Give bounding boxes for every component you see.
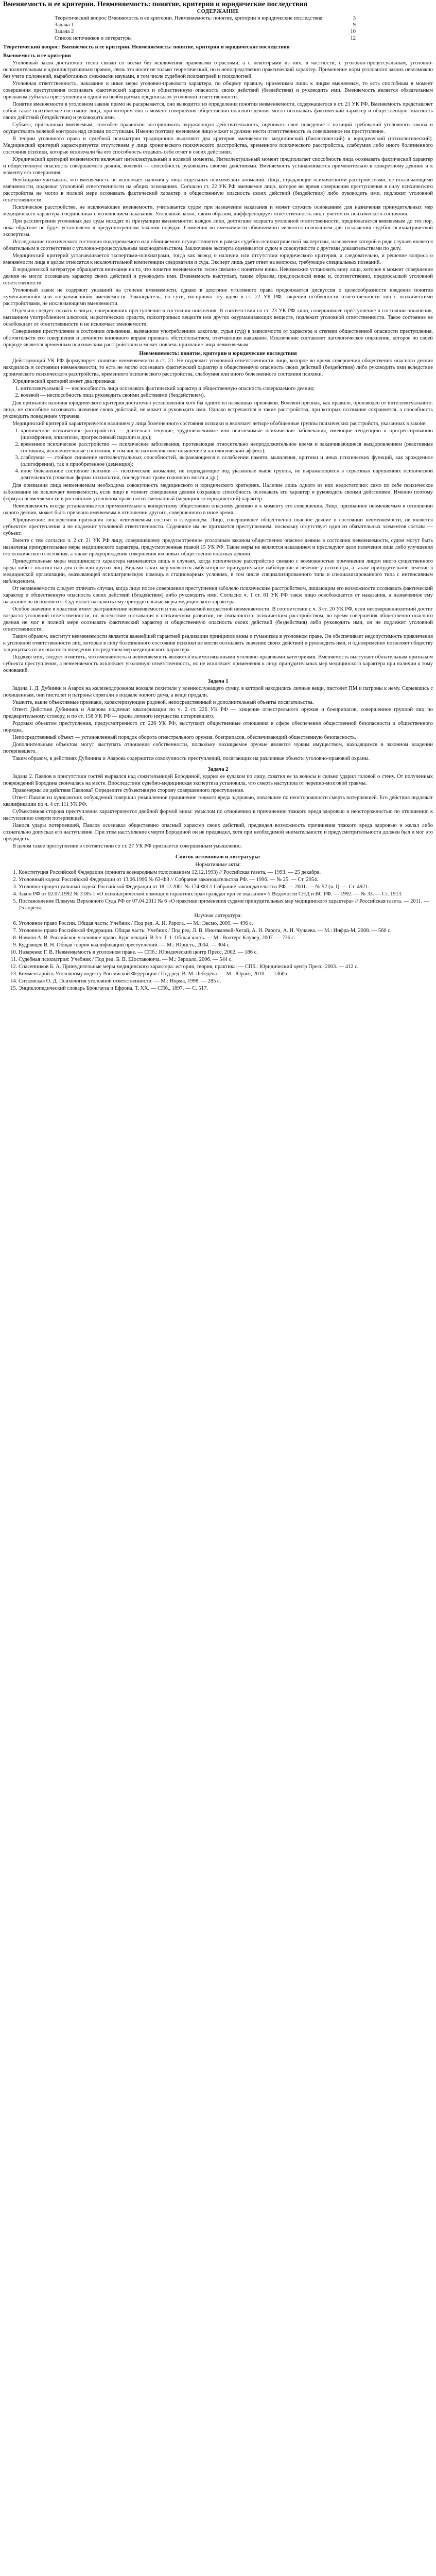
theory-section-2 <box>3 358 433 385</box>
paragraph: Таким образом, институт невменяемости является важнейшей гарантией реализации принципов вины и гуманизма в уголовном праве. Он обеспечивает недопустимость привлечения к уголовной ответственности лиц, которые в силу болезненного состояния психики не могли осознавать значение своих действий и руководить ими, и одновременно позволяет обществу защищаться от их опасного поведения посредством мер медицинского характера. <box>3 634 433 653</box>
paragraph: Необходимо учитывать, что вменяемость не исключает наличия у лица отдельных психических аномалий. Лица, страдающие психическими расстройствами, не исключающими вменяемости, подлежат уголовной ответственности на общих основаниях. Согласно ст. 22 УК РФ вменяемое лицо, которое во время совершения преступления в силу психического расстройства не могло в полной мере осознавать фактический характер и общественную опасность своих действий (бездействия) либо руководить ими, подлежит уголовной ответственности. <box>3 177 433 203</box>
paragraph: Особое значение в практике имеет разграничение невменяемости и так называемой возрастной невменяемости. В соответствии с ч. 3 ст. 20 УК РФ, если несовершеннолетний достиг возраста уголовной ответственности, но вследствие отставания в психическом развитии, не связанного с психическим расстройством, во время совершения общественно опасного деяния не мог в полной мере осознавать фактический характер и общественную опасность своих действий (бездействия) либо руководить ими, он не подлежит уголовной ответственности. <box>3 606 433 632</box>
list-item: 1. Конституция Российской Федерации (принята всенародным голосованием 12.12.1993) // Российская газета. — 1993. — 25 декабря. <box>19 869 433 876</box>
paragraph: Подводя итог, следует отметить, что вменяемость и невменяемость являются взаимосвязанными уголовно-правовыми категориями. Вменяемость выступает обязательным признаком субъекта преступления, а невменяемость исключает уголовную ответственность, но не исключает применения к лицу принудительных мер медицинского характера при наличии к тому оснований. <box>3 654 433 673</box>
normative-acts-list <box>3 869 433 911</box>
list-item: 4. Закон РФ от 02.07.1992 № 3185-1 «О психиатрической помощи и гарантиях прав граждан при ее оказании» // Ведомости СНД и ВС РФ. — 1992. — № 33. — Ст. 1913. <box>19 891 433 897</box>
paragraph: Медицинский критерий характеризуется наличием у лица болезненного состояния психики и включает четыре обобщенные группы психических расстройств, указанных в законе: <box>12 421 427 427</box>
list-item: 7. Уголовное право Российской Федерации. Общая часть: Учебник / Под ред. Л. В. Иногамовой-Хегай, А. И. Рарога, А. И. Чучаева. — М.: Инфра-М, 2008. — 560 с. <box>19 927 433 934</box>
task1-heading: Задача 1 <box>207 679 229 684</box>
scientific-literature-heading: Научная литература: <box>194 913 242 919</box>
paragraph: Юридические последствия признания лица невменяемым состоят в следующем. Лицо, совершившее общественно опасное деяние в состоянии невменяемости, не является субъектом преступления и не подлежит уголовной ответственности. Содеянное им не признается преступлением, поскольку отсутствует один из обязательных элементов состава — субъект. <box>3 517 433 536</box>
theory-section-1 <box>3 60 433 348</box>
paragraph: Понятие вменяемости в уголовном законе прямо не раскрывается, оно выводится из определения понятия невменяемости, содержащегося в ст. 21 УК РФ. Вменяемость представляет собой такое психическое состояние лица, при котором оно в момент совершения общественно опасного деяния могло осознавать фактический характер и общественную опасность своих действий (бездействия) и руководить ими. <box>3 101 433 121</box>
paragraph: В целом такое преступление в соответствии со ст. 27 УК РФ признается совершенным умышленно. <box>12 843 242 849</box>
list-item: 11. Судебная психиатрия: Учебник / Под ред. Б. В. Шостаковича. — М.: Зерцало, 2006. — 544 с. <box>19 956 433 963</box>
paragraph: Психическое расстройство, не исключающее вменяемости, учитывается судом при назначении наказания и может служить основанием для назначения принудительных мер медицинского характера, соединенных с исполнением наказания. Уголовный закон, таким образом, дифференцирует ответственность лиц с учетом их психического состояния. <box>3 205 433 217</box>
list-item: 2. Уголовный кодекс Российской Федерации от 13.06.1996 № 63-ФЗ // Собрание законодательства РФ. — 1996. — № 25. — Ст. 2954. <box>19 876 433 883</box>
paragraph: Нанося удары потерпевшей, Павлов осознавал общественно опасный характер своих действий, предвидел возможность причинения тяжкого вреда здоровью и желал либо сознательно допускал его наступление. При этом наступление смерти Бородиной он не предвидел, хотя при необходимой внимательности и предусмотрительности должен был и мог это предвидеть. <box>3 823 433 842</box>
paragraph: Юридический критерий вменяемости включает интеллектуальный и волевой моменты. Интеллектуальный момент предполагает способность лица осознавать фактический характер и общественную опасность совершаемого деяния, волевой — способность руководить своими действиями. Вменяемость устанавливается применительно к конкретному деянию и к моменту его совершения. <box>3 157 433 176</box>
medical-criterion-list <box>3 428 433 481</box>
paragraph: Принудительные меры медицинского характера назначаются лишь в случаях, когда психическое расстройство связано с возможностью причинения лицом иного существенного вреда либо с опасностью для себя или других лиц. Видами таких мер являются амбулаторное принудительное наблюдение и лечение у психиатра, а также принудительное лечение в медицинской организации, оказывающей психиатрическую помощь в стационарных условиях, в том числе специализированного типа и специализированного типа с интенсивным наблюдением. <box>3 558 433 584</box>
paragraph: Юридический критерий имеет два признака: <box>12 379 116 384</box>
paragraph: Отдельно следует сказать о лицах, совершивших преступление в состоянии опьянения. В соответствии со ст. 23 УК РФ лицо, совершившее преступление в состоянии опьянения, вызванном употреблением алкоголя, наркотических средств, психотропных веществ или других одурманивающих веществ, подлежит уголовной ответственности. Такое состояние не освобождает от ответственности и не исключает вменяемости. <box>3 308 433 327</box>
list-item: 9. Кудрявцев В. Н. Общая теория квалификации преступлений. — М.: Юристъ, 2004. — 304 с. <box>19 942 433 948</box>
paragraph: Дополнительным объектом могут выступать отношения собственности, поскольку похищаемое оружие является чужим имуществом, находящимся в законном владении потерпевшего. <box>3 742 433 754</box>
task1-body <box>3 720 433 762</box>
toc-item-page: 3 <box>353 15 356 21</box>
paragraph: Невменяемость всегда устанавливается применительно к конкретному общественно опасному деянию и к моменту его совершения. Лицо, признанное невменяемым в отношении одного деяния, может быть признано вменяемым в отношении другого, совершенного в иное время. <box>3 503 433 516</box>
list-item: 15. Энциклопедический словарь Брокгауза и Ефрона. Т. XX. — СПб., 1897. — С. 517. <box>19 985 433 992</box>
toc-item-text: Задача 1 <box>55 22 74 28</box>
toc-row <box>3 22 433 28</box>
list-item: 5. Постановление Пленума Верховного Суда РФ от 07.04.2011 № 6 «О практике применения судами принудительных мер медицинского характера» // Российская газета. — 2011. — 15 апреля. <box>19 898 433 911</box>
list-item: 8. Наумов А. В. Российское уголовное право. Курс лекций: В 3 т. Т. 1. Общая часть. — М.: Волтерс Клувер, 2007. — 736 с. <box>19 935 433 941</box>
list-item: 1. хроническое психическое расстройство — длительно текущие, трудноизлечимые или неизлечимые психические заболевания, имеющие тенденцию к прогрессированию (шизофрения, эпилепсия, прогрессивный паралич и др.); <box>21 428 433 441</box>
task2-condition: Задача 2. Павлов в присутствии гостей вырвался над сожительницей Бородиной, ударил ее кулаком по лицу, схватил ее за волосы и сильно ударил головой о стену. От полученных повреждений Бородина скончалась на месте. Впоследствии судебно-медицинская экспертиза установила, что смерть наступила от черепно-мозговой травмы. <box>3 774 433 786</box>
list-item: 2. волевой — неспособность лица руководить своими действиями (бездействием). <box>21 392 433 399</box>
paragraph: Субъект, признанный вменяемым, способен правильно воспринимать окружающую действительность, оценивать свое поведение с позиций требований уголовного закона и осуществлять волевой контроль над своими поступками. Именно поэтому вменяемое лицо может и должно нести ответственность за совершенное им преступление. <box>3 122 433 134</box>
task2-question: Правомерны ли действия Павлова? Определите субъективную сторону совершенного преступления. <box>12 788 245 793</box>
task1-answer: Ответ: Действия Дубинина и Азарова подлежат квалификации по ч. 2 ст. 226 УК РФ — хищение огнестрельного оружия и боеприпасов, совершенное группой лиц по предварительному сговору, и по ст. 158 УК РФ — кража личного имущества потерпевшего. <box>3 707 433 719</box>
paragraph: Для признания наличия юридического критерия достаточно установления хотя бы одного из названных признаков. Волевой признак, как правило, производен от интеллектуального: лицо, не способное осознавать значение своих действий, не может и руководить ими. Однако встречаются и такие расстройства, при которых осознание сохраняется, а способность руководить поведением утрачена. <box>3 400 433 419</box>
paragraph: Совершение преступления в состоянии опьянения, вызванном употреблением алкоголя, судья (суд) в зависимости от характера и степени общественной опасности преступления, обстоятельств его совершения и личности виновного вправе признать обстоятельством, отягчающим наказание. Исключение составляет патологическое опьянение, которое по своей природе является временным психическим расстройством и может повлечь признание лица невменяемым. <box>3 329 433 348</box>
paragraph: В юридической литературе обращается внимание на то, что понятие вменяемости тесно связано с понятием вины. Невозможно установить вину лица, которое в момент совершения деяния не могло осознавать характер своих действий и руководить ими. Вменяемость выступает, таким образом, предпосылкой вины и, соответственно, предпосылкой уголовной ответственности. <box>3 267 433 286</box>
paragraph: Уголовная ответственность, наказание и иные меры уголовно-правового характера, по общему правилу, применимы лишь к лицам вменяемым, то есть способным в момент совершения преступления осознавать фактический характер и общественную опасность своих действий (бездействия) и руководить ими. Вменяемость является обязательным признаком субъекта преступления и одной из необходимых предпосылок уголовной ответственности. <box>3 81 433 100</box>
list-item: 3. слабоумие — стойкое снижение интеллектуальных способностей, выражающееся в ослаблении памяти, мышления, критики и иных психических функций, как врожденное (олигофрения), так и приобретенное (деменция); <box>21 454 433 468</box>
paragraph: Непосредственный объект — установленный порядок оборота огнестрельного оружия, боеприпасов, обеспечивающий общественную безопасность. <box>12 735 356 740</box>
list-item: 13. Комментарий к Уголовному кодексу Российской Федерации / Под ред. В. М. Лебедева. — М.: Юрайт, 2010. — 1360 с. <box>19 971 433 977</box>
paragraph: Вместе с тем согласно ч. 2 ст. 21 УК РФ лицу, совершившему предусмотренное уголовным законом общественно опасное деяние в состоянии невменяемости, судом могут быть назначены принудительные меры медицинского характера, предусмотренные главой 15 УК РФ. Такие меры не являются наказанием и преследуют цели излечения лица либо улучшения его психического состояния, а также предупреждения совершения им новых общественно опасных деяний. <box>3 538 433 557</box>
toc-item-page: 12 <box>350 36 356 41</box>
paragraph: Таким образом, в действиях Дубинина и Азарова содержится совокупность преступлений, посягающих на различные объекты уголовно-правовой охраны. <box>12 756 370 761</box>
theory-subheading-insanity: Невменяемость: понятие, критерии и юридические последствия <box>139 351 297 357</box>
toc-item-text: Список источников и литературы <box>55 36 132 41</box>
toc-row <box>3 28 433 35</box>
paragraph: Уголовный закон не содержит указаний на степени вменяемости, однако в доктрине уголовного права продолжается дискуссия о целесообразности введения понятия «уменьшенной» или «ограниченной» вменяемости. Законодатель, по сути, воспринял эту идею в ст. 22 УК РФ, закрепив особенности ответственности лиц с психическими расстройствами, не исключающими вменяемости. <box>3 287 433 307</box>
toc-row <box>3 15 433 22</box>
list-item: 10. Назаренко Г. В. Невменяемость в уголовном праве. — СПб.: Юридический центр Пресс, 2002. — 186 с. <box>19 949 433 956</box>
toc-row <box>3 35 433 42</box>
theory-section-3 <box>3 400 433 427</box>
task2-body <box>3 808 433 850</box>
literature-heading: Список источников и литературы: <box>175 854 261 860</box>
toc-heading: СОДЕРЖАНИЕ <box>197 9 239 14</box>
theory-heading: Теоретический вопрос: Вменяемость и ее критерии. Невменяемость: понятие, критерии и юридические последствия <box>3 44 290 50</box>
list-item: 2. временное психическое расстройство — психические заболевания, протекающие относительно непродолжительное время и заканчивающиеся выздоровлением (реактивные состояния, исключительные состояния, в том числе патологическое опьянение и патологический аффект); <box>21 441 433 454</box>
list-item: 6. Уголовное право России. Общая часть: Учебник / Под ред. А. И. Рарога. — М.: Эксмо, 2009. — 496 с. <box>19 920 433 927</box>
table-of-contents <box>3 9 433 42</box>
task2-heading: Задача 2 <box>207 767 229 772</box>
list-item: 3. Уголовно-процессуальный кодекс Российской Федерации от 18.12.2001 № 174-ФЗ // Собрание законодательства РФ. — 2001. — № 52 (ч. I). — Ст. 4921. <box>19 884 433 890</box>
paragraph: При рассмотрении уголовных дел суды исходят из презумпции вменяемости: каждое лицо, достигшее возраста уголовной ответственности, предполагается вменяемым до тех пор, пока обратное не будет установлено в предусмотренном законом порядке. Сомнения во вменяемости обвиняемого являются основанием для назначения судебно-психиатрической экспертизы. <box>3 218 433 238</box>
normative-acts-heading: Нормативные акты: <box>195 862 241 868</box>
toc-item-page: 9 <box>353 22 356 28</box>
paragraph: Действующий УК РФ формулирует понятие невменяемости в ст. 21. Не подлежит уголовной ответственности лицо, которое во время совершения общественно опасного деяния находилось в состоянии невменяемости, то есть не могло осознавать фактический характер и общественную опасность своих действий (бездействия) либо руководить ими вследствие хронического психического расстройства, временного психического расстройства, слабоумия или иного болезненного состояния психики. <box>3 358 433 377</box>
toc-item-text: Задача 2 <box>55 29 74 35</box>
list-item: 12. Спасенников Б. А. Принудительные меры медицинского характера: история, теория, практика. — СПб.: Юридический центр Пресс, 2003. — 412 с. <box>19 963 433 970</box>
task1-question: Укажите, какие объективные признаки, характеризующие родовой, непосредственный и дополнительный объекты посягательства. <box>12 700 314 705</box>
paragraph: Медицинский критерий устанавливается экспертами-психиатрами, тогда как вывод о наличии или отсутствии юридического критерия, а следовательно, и решение вопроса о вменяемости лица в целом относятся к исключительной компетенции следователя и суда. Эксперт лишь дает ответ на вопросы, требующие специальных познаний. <box>3 253 433 265</box>
task1-condition: Задача 1. Д. Дубинин и Азаров на железнодорожном вокзале похитили у военнослужащего сумку, в которой находились личные вещи, пистолет ПМ и патроны к нему. Скрывшись с похищенным, они пистолет и патроны спрятали в подвале жилого дома, а вещи продали. <box>3 686 433 698</box>
paragraph: В теории уголовного права и судебной психиатрии традиционно выделяют два критерия вменяемости: медицинский (биологический) и юридический (психологический). Медицинский критерий характеризуется отсутствием у лица хронического психического расстройства, временного психического расстройства, слабоумия либо иного болезненного состояния психики, которые исключали бы его способность отдавать себе отчет в своих действиях. <box>3 136 433 155</box>
theory-section-4 <box>3 482 433 674</box>
paragraph: Исследование психического состояния подозреваемого или обвиняемого осуществляется в рамках судебно-психиатрической экспертизы, назначение которой в ряде случаев является обязательным в соответствии с уголовно-процессуальным законодательством. Заключение эксперта оценивается судом в совокупности с другими доказательствами по делу. <box>3 239 433 251</box>
list-item: 4. иное болезненное состояние психики — психические аномалии, не подпадающие под указанные выше группы, но выражающиеся в серьезных нарушениях психической деятельности (тяжелые формы психопатии, последствия травм головного мозга и др.). <box>21 468 433 481</box>
paragraph: Для признания лица невменяемым необходима совокупность медицинского и юридического критериев. Наличие лишь одного из них недостаточно: само по себе психическое заболевание не исключает вменяемости, если лицо в момент совершения деяния сохраняло способность осознавать его характер и руководить своими действиями. Именно поэтому формула невменяемости в российском уголовном праве носит смешанный (медицинско-юридический) характер. <box>3 483 433 502</box>
paragraph: От невменяемости следует отличать случаи, когда лицо после совершения преступления заболело психическим расстройством, лишающим его возможности осознавать фактический характер и общественную опасность своих действий (бездействия) либо руководить ими. Согласно ч. 1 ст. 81 УК РФ такое лицо освобождается от наказания, а назначенное ему наказание не исполняется. Суд может назначить ему принудительные меры медицинского характера. <box>3 586 433 605</box>
paragraph: Субъективная сторона преступления характеризуется двойной формой вины: умыслом по отношению к причинению тяжкого вреда здоровью и неосторожностью по отношению к наступлению смерти потерпевшей. <box>3 809 433 821</box>
task2-answer: Ответ: Павлов из хулиганских побуждений совершил умышленное причинение тяжкого вреда здоровью, повлекшее по неосторожности смерть потерпевшей. Его действия подлежат квалификации по ч. 4 ст. 111 УК РФ. <box>3 795 433 807</box>
paragraph: Родовым объектом преступления, предусмотренного ст. 226 УК РФ, выступают общественные отношения в сфере обеспечения общественной безопасности и общественного порядка. <box>3 721 433 733</box>
theory-subheading-sanity: Вменяемость и ее критерии <box>3 53 71 59</box>
legal-criterion-list <box>3 385 433 399</box>
toc-item-page: 10 <box>350 29 356 35</box>
toc-item-text: Теоретический вопрос Вменяемость и ее критерии. Невменяемость: понятие, критерии и юридические последствия <box>55 15 323 21</box>
document-title: Вменяемость и ее критерии. Невменяемость: понятие, критерии и юридические последствия <box>3 1 308 8</box>
paragraph: Уголовный закон достаточно тесно связан со всеми без исключения правовыми отраслями, а с некоторыми из них, в частности, с уголовно-процессуальным, уголовно-исполнительным и административным правом, связь эта носит не только теоретический, но и непосредственно практический характер. Применение норм уголовного закона невозможно без учета положений, выработанных смежными науками, в том числе судебной психиатрией и психологией. <box>3 60 433 79</box>
scientific-literature-list <box>3 920 433 992</box>
list-item: 1. интеллектуальный — неспособность лица осознавать фактический характер и общественную опасность совершаемого деяния; <box>21 385 433 392</box>
list-item: 14. Ситковская О. Д. Психология уголовной ответственности. — М.: Норма, 1998. — 285 с. <box>19 978 433 985</box>
